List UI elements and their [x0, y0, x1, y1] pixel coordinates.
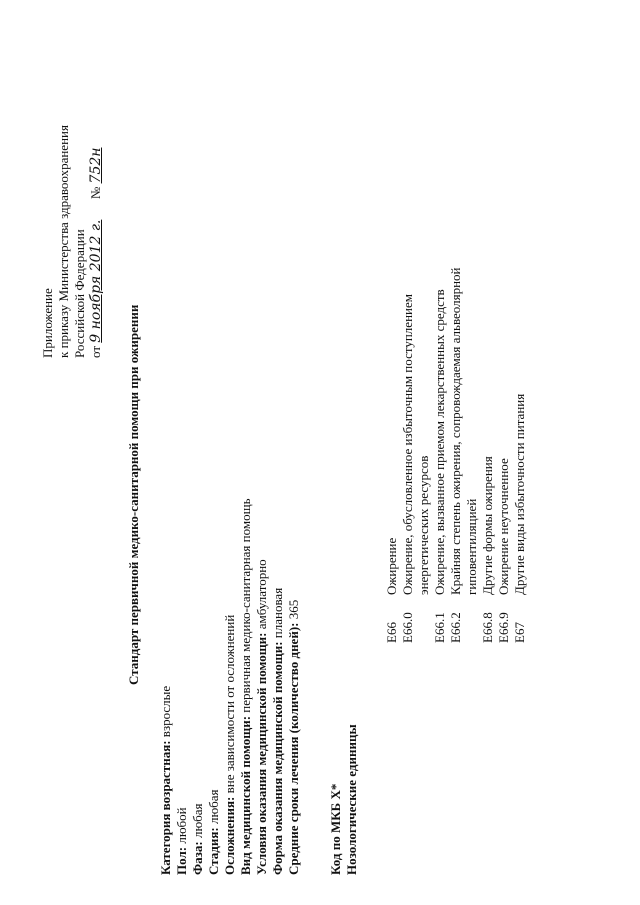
icd-code: E66: [384, 622, 399, 643]
appendix-line-1: Приложение: [40, 288, 55, 358]
icd-name-continuation: гиповентиляцией: [464, 498, 479, 595]
param-row: [190, 498, 206, 875]
param-value: первичная медико-санитарная помощь: [238, 498, 253, 713]
icd-code: E66.2: [448, 612, 463, 643]
handwritten-date: 9 ноября 2012 г.: [88, 219, 104, 343]
icd-row: [480, 268, 496, 644]
param-label: Вид медицинской помощи:: [238, 715, 253, 875]
document-title: Стандарт первичной медико-санитарной помощи при ожирении: [126, 304, 141, 685]
icd-code: E67: [512, 622, 527, 643]
param-label: Средние сроки лечения (количество дней):: [286, 622, 301, 875]
param-value: взрослые: [158, 685, 173, 738]
icd-row: [400, 268, 416, 644]
icd-row-continuation: [464, 268, 480, 644]
appendix-line-2: к приказу Министерства здравоохранения: [56, 125, 71, 358]
appendix-line-3: Российской Федерации: [72, 229, 87, 358]
icd-name: Ожирение неуточненное: [496, 458, 511, 595]
param-row: [238, 498, 254, 875]
icd-code-list: [384, 268, 528, 644]
number-label: №: [88, 186, 103, 200]
nosology-label: Нозологические единицы: [344, 724, 359, 875]
param-row: [254, 498, 270, 875]
code-labels: [328, 724, 360, 875]
param-label: Стадия:: [206, 827, 221, 875]
param-label: Пол:: [174, 846, 189, 875]
date-prefix: от: [88, 345, 103, 358]
icd-code: E66.8: [480, 612, 495, 643]
param-label: Форма оказания медицинской помощи:: [270, 641, 285, 875]
appendix-header: [40, 125, 104, 358]
icd-name-continuation: энергетических ресурсов: [416, 455, 431, 595]
icd-row-continuation: [416, 268, 432, 644]
icd-label: Код по МКБ X*: [328, 783, 343, 875]
param-row: [206, 498, 222, 875]
param-row: [174, 498, 190, 875]
param-value: любая: [190, 803, 205, 839]
param-label: Фаза:: [190, 841, 205, 875]
icd-name: Другие формы ожирения: [480, 456, 495, 595]
param-label: Категория возрастная:: [158, 740, 173, 875]
handwritten-number: 752н: [88, 147, 104, 184]
icd-name: Другие виды избыточности питания: [512, 393, 527, 595]
icd-row: [448, 268, 464, 644]
param-row: [270, 498, 286, 875]
param-value: плановая: [270, 587, 285, 639]
icd-row: [432, 268, 448, 644]
param-row: [222, 498, 238, 875]
param-row: [158, 498, 174, 875]
icd-code: E66.0: [400, 612, 415, 643]
icd-name: Ожирение, вызванное приемом лекарственных средств: [432, 289, 447, 595]
standard-parameters: [158, 498, 302, 875]
icd-name: Крайняя степень ожирения, сопровождаемая альвеолярной: [448, 267, 463, 595]
icd-name: Ожирение: [384, 537, 399, 595]
param-label: Осложнения:: [222, 796, 237, 875]
appendix-line-4: [88, 125, 104, 358]
param-row: [286, 498, 302, 875]
param-value: 365: [286, 599, 301, 620]
param-value: вне зависимости от осложнений: [222, 614, 237, 794]
icd-row: [496, 268, 512, 644]
param-value: любая: [206, 789, 221, 825]
icd-row: [384, 268, 400, 644]
icd-row: [512, 268, 528, 644]
icd-code: E66.9: [496, 612, 511, 643]
param-value: амбулаторно: [254, 559, 269, 630]
icd-code: E66.1: [432, 612, 447, 643]
param-label: Условия оказания медицинской помощи:: [254, 632, 269, 875]
icd-name: Ожирение, обусловленное избыточным поступлением: [400, 294, 415, 595]
param-value: любой: [174, 807, 189, 844]
